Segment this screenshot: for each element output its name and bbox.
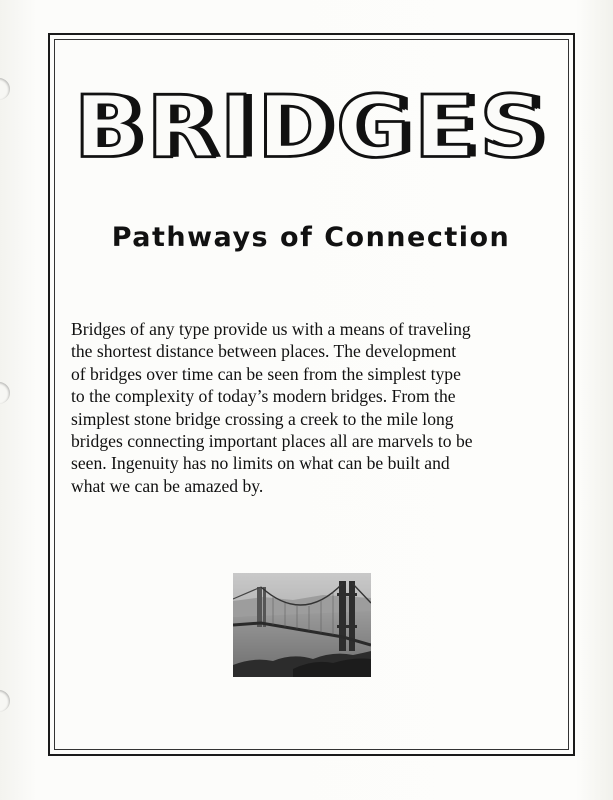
paragraph-line: seen. Ingenuity has no limits on what can be built and: [71, 453, 450, 474]
bridge-photo: [233, 573, 371, 677]
paragraph-line: to the complexity of today’s modern bridges. From the: [71, 386, 456, 407]
paragraph-line: simplest stone bridge crossing a creek to the mile long: [71, 408, 454, 429]
paragraph-line: of bridges over time can be seen from the simplest type: [71, 363, 461, 384]
paragraph-line: Bridges of any type provide us with a means of traveling: [71, 319, 471, 339]
paragraph-line: bridges connecting important places all are marvels to be: [71, 431, 473, 452]
intro-paragraph: [71, 318, 541, 497]
suspension-bridge-photo-icon: [233, 573, 371, 677]
page-title: BRIDGES: [73, 77, 549, 178]
paragraph-line: what we can be amazed by.: [71, 475, 264, 496]
binder-hole-middle: [0, 382, 10, 404]
page-subtitle: Pathways of Connection: [111, 222, 511, 253]
paragraph-line: the shortest distance between places. The development: [71, 341, 457, 362]
binder-hole-bottom: [0, 690, 10, 712]
binder-hole-top: [0, 78, 10, 100]
